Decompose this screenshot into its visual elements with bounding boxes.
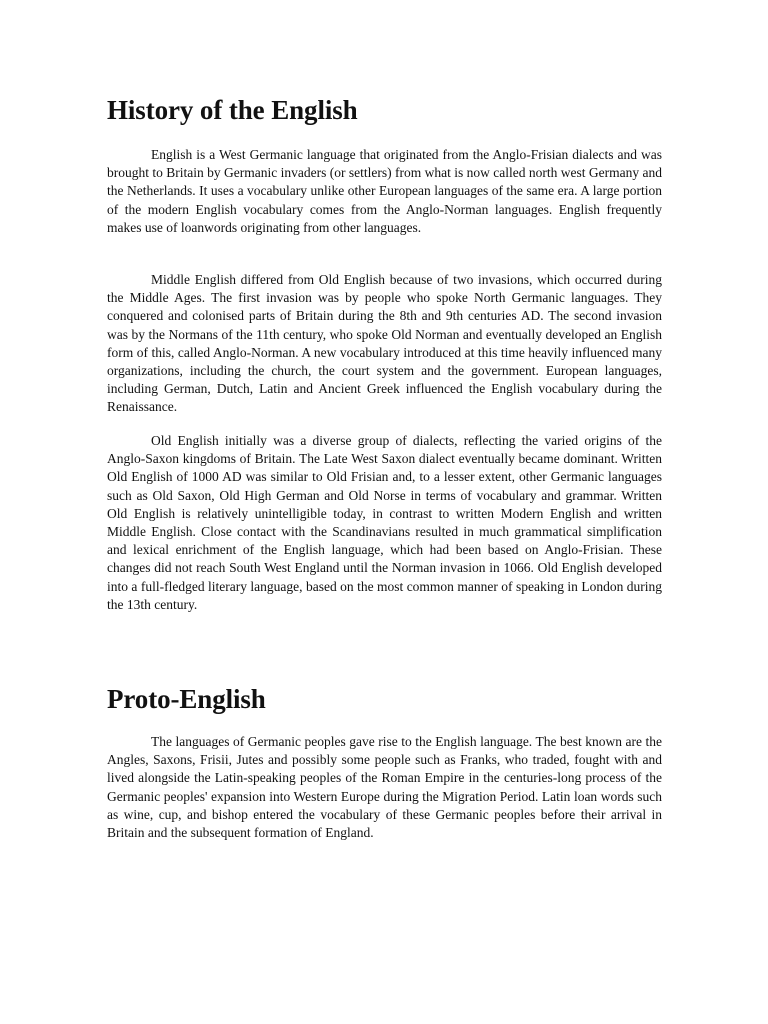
paragraph-germanic-peoples: The languages of Germanic peoples gave rise to the English language. The best known are the Angles, Saxons, Frisii, Jutes and possibly some people such as Franks, who traded, fought with and lived alongside the Latin-speaking peoples of the Roman Empire in the centuries-long process of the Germanic peoples' expansion into Western Europe during the Migration Period. Latin loan words such as wine, cup, and bishop entered the vocabulary of these Germanic peoples before their arrival in Britain and the subsequent formation of England. — [107, 734, 662, 841]
section-heading-history: History of the English — [107, 95, 358, 125]
section-heading-proto-english: Proto-English — [107, 684, 266, 714]
paragraph-origin: English is a West Germanic language that originated from the Anglo-Frisian dialects and was brought to Britain by Germanic invaders (or settlers) from what is now called north west Germany and the Netherlands. It uses a vocabulary unlike other European languages of the same era. A large portion of the modern English vocabulary comes from the Anglo-Norman languages. English frequently makes use of loanwords originating from other languages. — [107, 147, 662, 235]
paragraph-old-english: Old English initially was a diverse group of dialects, reflecting the varied origins of the Anglo-Saxon kingdoms of Britain. The Late West Saxon dialect eventually became dominant. Written Old English of 1000 AD was similar to Old Frisian and, to a lesser extent, other Germanic languages such as Old Saxon, Old High German and Old Norse in terms of vocabulary and grammar. Written Old English is relatively unintelligible today, in contrast to written Modern English and written Middle English. Close contact with the Scandinavians resulted in much grammatical simplification and lexical enrichment of the English language, which had been based on Anglo-Frisian. These changes did not reach South West England until the Norman invasion in 1066. Old English developed into a full-fledged literary language, based on the most common manner of speaking in London during the 13th century. — [107, 433, 662, 612]
paragraph-middle-english: Middle English differed from Old English because of two invasions, which occurred during the Middle Ages. The first invasion was by people who spoke North Germanic languages. They conquered and colonised parts of Britain during the 8th and 9th centuries AD. The second invasion was by the Normans of the 11th century, who spoke Old Norman and eventually developed an English form of this, called Anglo-Norman. A new vocabulary introduced at this time heavily influenced many organizations, including the church, the court system and the government. European languages, including German, Dutch, Latin and Ancient Greek influenced the English vocabulary during the Renaissance. — [107, 272, 662, 415]
